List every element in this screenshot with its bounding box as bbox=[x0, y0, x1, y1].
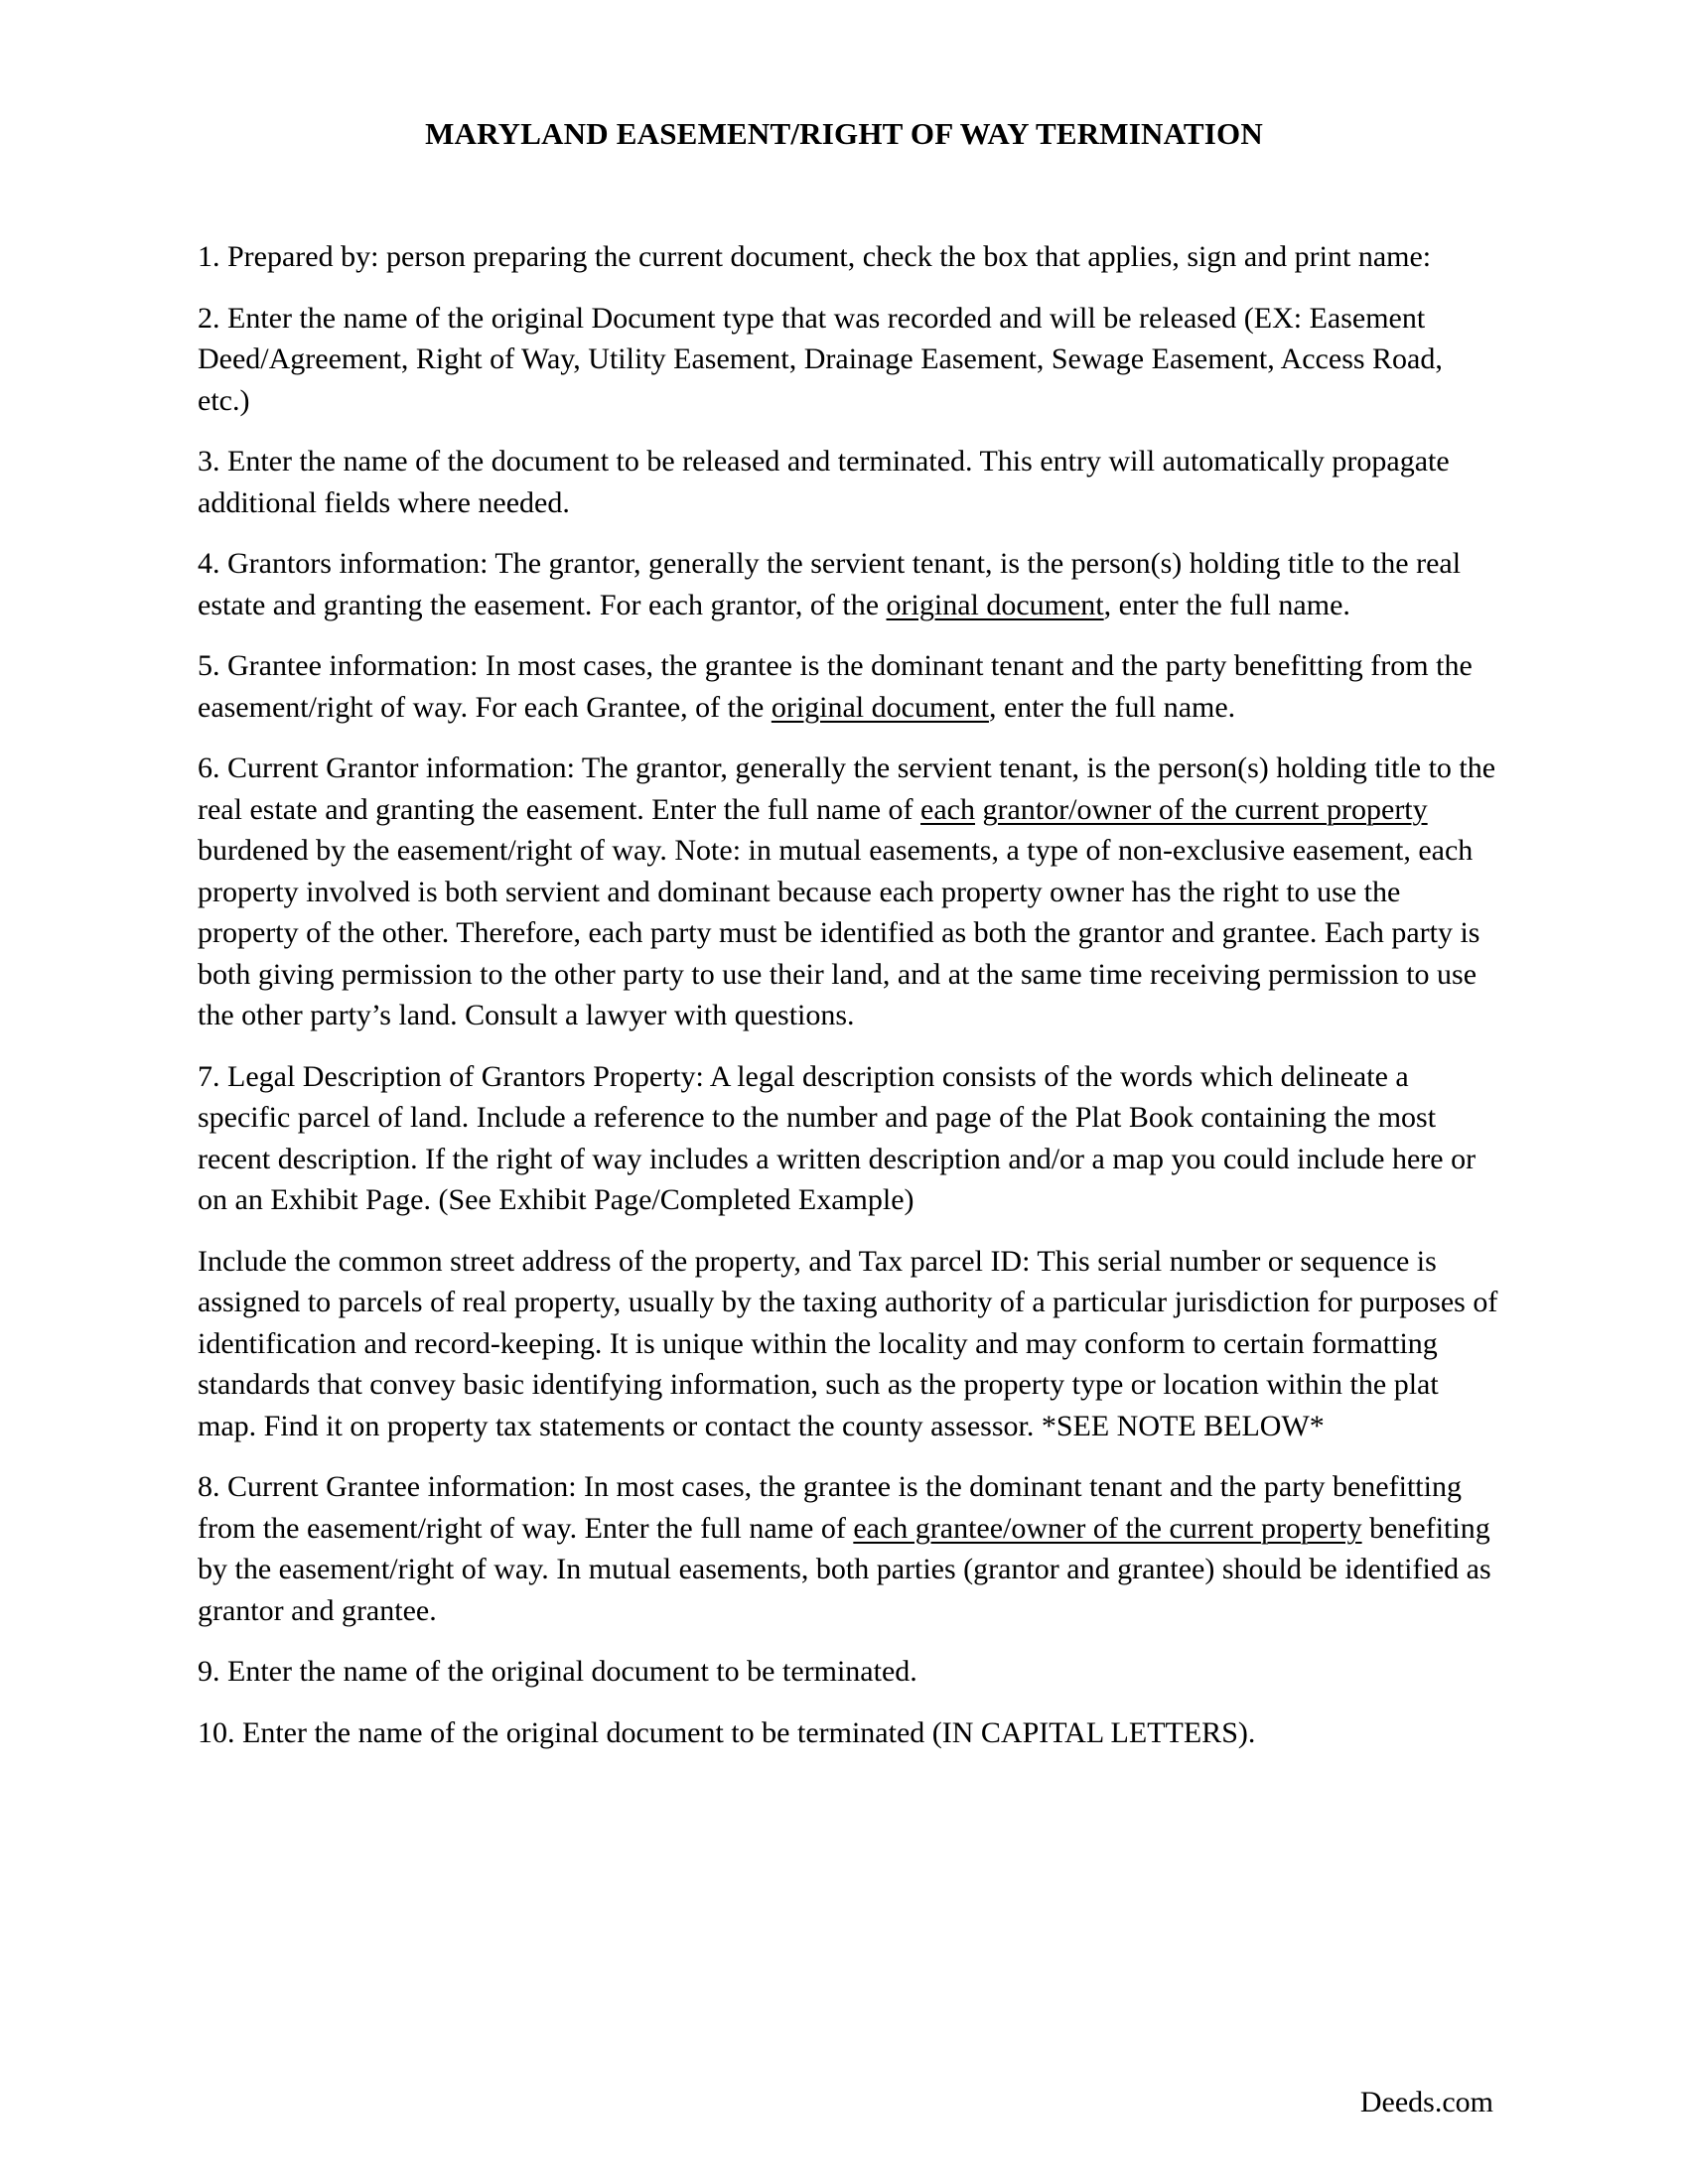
item-5-text-end: , enter the full name. bbox=[988, 690, 1236, 724]
item-5-underlined: original document bbox=[771, 690, 989, 724]
instruction-item-6 bbox=[198, 748, 1498, 1036]
item-6-underlined-each: each bbox=[920, 792, 975, 826]
instruction-item-7: 7. Legal Description of Grantors Property: A legal description consists of the words which delineate a specific parcel of land. Include a reference to the number and page of the Plat Book containing the most recent description. If the right of way includes a written description and/or a map you could include here or on an Exhibit Page. (See Exhibit Page/Completed Example) bbox=[198, 1059, 1477, 1216]
instruction-item-10: 10. Enter the name of the original document to be terminated (IN CAPITAL LETTERS). bbox=[198, 1715, 1256, 1749]
item-8-text-end: benefiting by the easement/right of way. In mutual easements, both parties (grantor and grantee) should be identified as grantor and grantee. bbox=[198, 1511, 1491, 1627]
instruction-item-7-note: Include the common street address of the property, and Tax parcel ID: This serial number or sequence is assigned to parcels of real property, usually by the taxing authority of a particular jurisdiction for purposes of identification and record-keeping. It is unique within the locality and may conform to certain formatting standards that convey basic identifying information, such as the property type or location within the plat map. Find it on property tax statements or contact the county assessor. *SEE NOTE BELOW* bbox=[198, 1244, 1498, 1442]
page-title: MARYLAND EASEMENT/RIGHT OF WAY TERMINATION bbox=[425, 116, 1263, 151]
item-6-text: 6. Current Grantor information: The grantor, generally the servient tenant, is the person(s) holding title to the real estate and granting the easement. Enter the full name of bbox=[198, 751, 1496, 826]
item-4-underlined: original document bbox=[886, 588, 1104, 621]
instruction-item-3: 3. Enter the name of the document to be released and terminated. This entry will automatically propagate additional fields where needed. bbox=[198, 445, 1450, 519]
item-8-underlined: each grantee/owner of the current property bbox=[853, 1511, 1362, 1545]
item-4-text: 4. Grantors information: The grantor, generally the servient tenant, is the person(s) holding title to the real estate and granting the easement. For each grantor, of the bbox=[198, 547, 1462, 621]
instruction-item-2: 2. Enter the name of the original Document type that was recorded and will be released (EX: Easement Deed/Agreement, Right of Way, Utility Easement, Drainage Easement, Sewage Easement, Access Road, etc.) bbox=[198, 301, 1443, 417]
footer-brand: Deeds.com bbox=[1359, 2086, 1493, 2118]
instruction-item-5 bbox=[198, 645, 1498, 728]
instructions-body bbox=[198, 236, 1498, 1773]
instruction-item-9: 9. Enter the name of the original document to be terminated. bbox=[198, 1655, 917, 1688]
item-4-text-end: , enter the full name. bbox=[1103, 588, 1350, 621]
item-6-text-end: burdened by the easement/right of way. Note: in mutual easements, a type of non-exclusive easement, each property involved is both servient and dominant because each property owner has the right to use the property of the other. Therefore, each party must be identified as both the grantor and grantee. Each party is both giving permission to the other party to use their land, and at the same time receiving permission to use the other party’s land. Consult a lawyer with questions. bbox=[198, 834, 1480, 1031]
instruction-item-4 bbox=[198, 543, 1498, 625]
instruction-item-8 bbox=[198, 1466, 1498, 1631]
item-6-underlined-owner: grantor/owner of the current property bbox=[982, 792, 1428, 826]
item-8-text: 8. Current Grantee information: In most cases, the grantee is the dominant tenant and the party benefitting from the easement/right of way. Enter the full name of bbox=[198, 1470, 1462, 1545]
instruction-item-1: 1. Prepared by: person preparing the current document, check the box that applies, sign and print name: bbox=[198, 240, 1432, 273]
item-5-text: 5. Grantee information: In most cases, the grantee is the dominant tenant and the party benefitting from the easement/right of way. For each Grantee, of the bbox=[198, 649, 1473, 724]
